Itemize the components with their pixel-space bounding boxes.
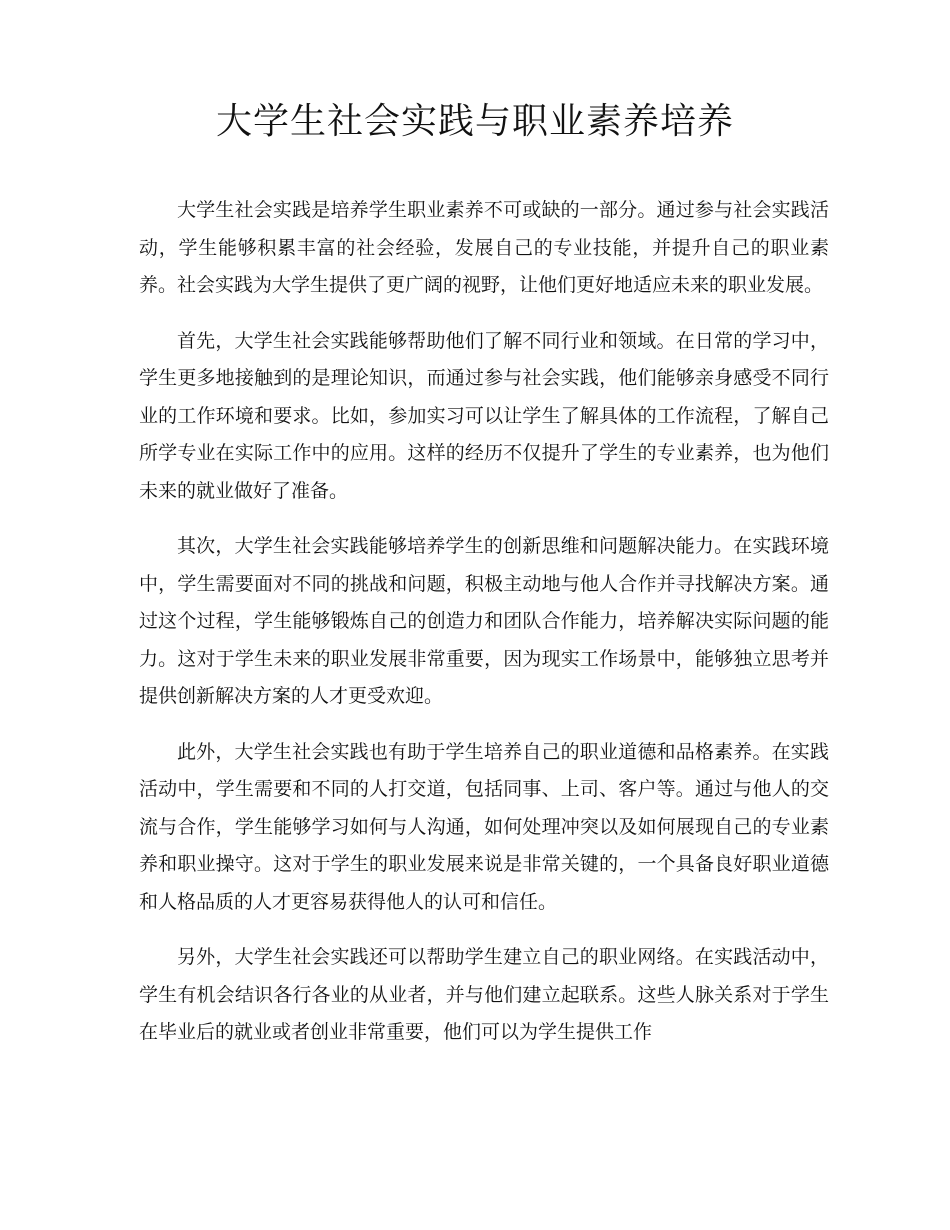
- document-title: 大学生社会实践与职业素养培养: [215, 101, 734, 142]
- paragraph-4: 此外，大学生社会实践也有助于学生培养自己的职业道德和品格素养。在实践活动中，学生需要和不同的人打交道，包括同事、上司、客户等。通过与他人的交流与合作，学生能够学习如何与人沟通，如何处理冲突以及如何展现自己的专业素养和职业操守。这对于学生的职业发展来说是非常关键的，一个具备良好职业道德和人格品质的人才更容易获得他人的认可和信任。: [139, 740, 829, 913]
- document-body: [139, 192, 829, 1070]
- paragraph-2: 首先，大学生社会实践能够帮助他们了解不同行业和领域。在日常的学习中，学生更多地接触到的是理论知识，而通过参与社会实践，他们能够亲身感受不同行业的工作环境和要求。比如，参加实习可以让学生了解具体的工作流程，了解自己所学专业在实际工作中的应用。这样的经历不仅提升了学生的专业素养，也为他们未来的就业做好了准备。: [139, 329, 829, 502]
- paragraph-1: 大学生社会实践是培养学生职业素养不可或缺的一部分。通过参与社会实践活动，学生能够积累丰富的社会经验，发展自己的专业技能，并提升自己的职业素养。社会实践为大学生提供了更广阔的视野，让他们更好地适应未来的职业发展。: [139, 199, 829, 296]
- paragraph-5: 另外，大学生社会实践还可以帮助学生建立自己的职业网络。在实践活动中，学生有机会结识各行各业的从业者，并与他们建立起联系。这些人脉关系对于学生在毕业后的就业或者创业非常重要，他们可以为学生提供工作: [139, 946, 829, 1043]
- paragraph-3: 其次，大学生社会实践能够培养学生的创新思维和问题解决能力。在实践环境中，学生需要面对不同的挑战和问题，积极主动地与他人合作并寻找解决方案。通过这个过程，学生能够锻炼自己的创造力和团队合作能力，培养解决实际问题的能力。这对于学生未来的职业发展非常重要，因为现实工作场景中，能够独立思考并提供创新解决方案的人才更受欢迎。: [139, 535, 829, 707]
